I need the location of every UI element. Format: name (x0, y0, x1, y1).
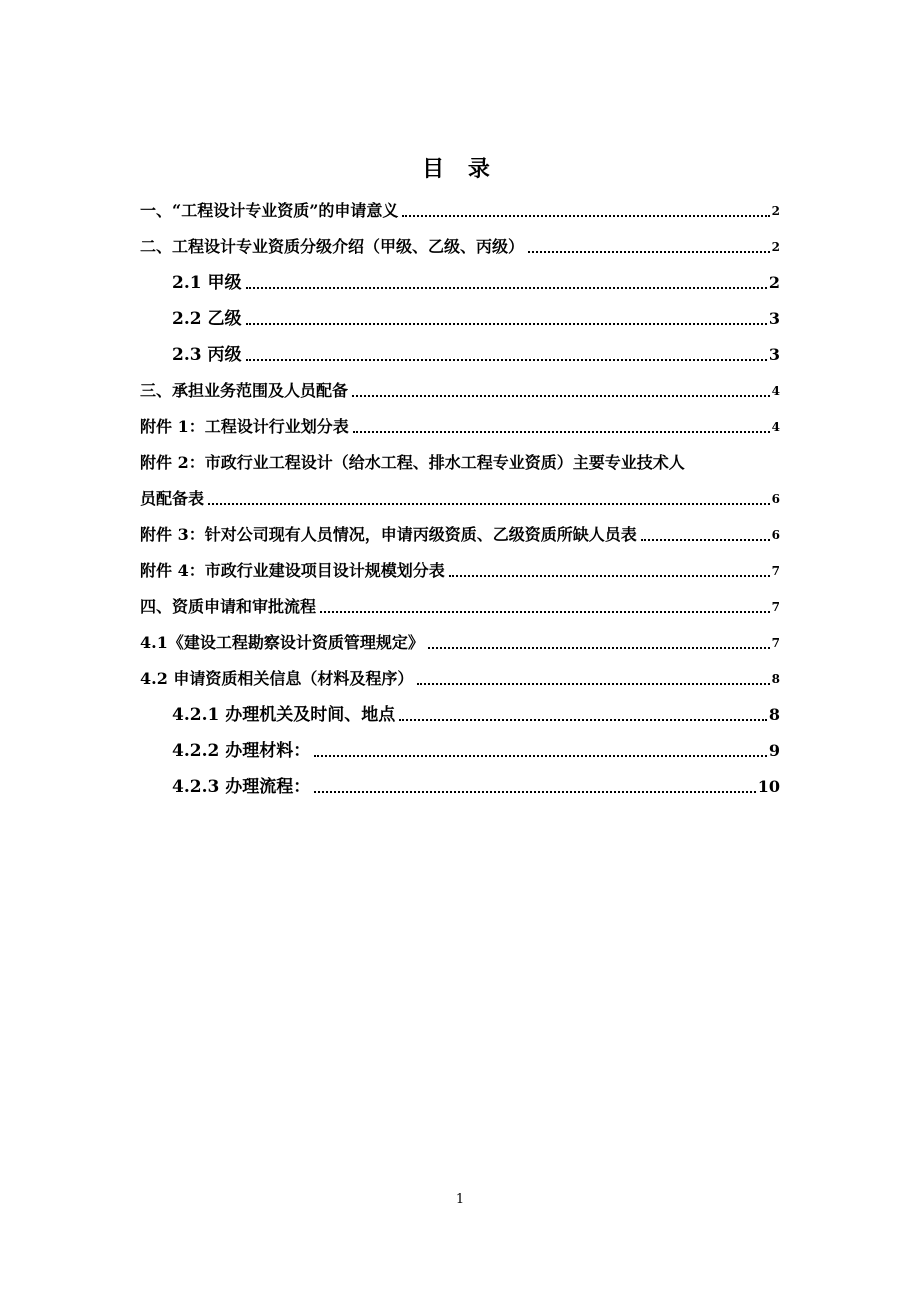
toc-entry-page: 6 (771, 492, 780, 506)
toc-entry-page: 2 (771, 204, 780, 218)
table-of-contents (140, 200, 780, 812)
page-number: 1 (455, 1192, 465, 1207)
toc-entry[interactable] (140, 452, 780, 510)
dot-leader (246, 287, 767, 289)
toc-entry-page: 7 (771, 564, 780, 578)
toc-entry-page: 9 (768, 741, 780, 760)
dot-leader (528, 251, 770, 253)
toc-entry-label: 4.2.1 办理机关及时间、地点 (172, 705, 396, 725)
toc-entry[interactable] (140, 524, 780, 546)
toc-entry-label: 2.3 丙级 (172, 345, 242, 365)
toc-entry-page: 8 (768, 705, 780, 724)
toc-entry-label: 附件 3：针对公司现有人员情况，申请丙级资质、乙级资质所缺人员表 (140, 525, 637, 544)
toc-entry[interactable] (140, 632, 780, 654)
dot-leader (417, 683, 769, 685)
toc-entry-label: 附件 1：工程设计行业划分表 (140, 417, 349, 436)
toc-entry[interactable] (140, 560, 780, 582)
toc-entry-label: 附件 4：市政行业建设项目设计规模划分表 (140, 561, 445, 580)
toc-entry-page: 2 (768, 273, 780, 292)
toc-entry-page: 2 (771, 240, 780, 254)
toc-entry[interactable] (140, 200, 780, 222)
toc-entry-page: 7 (771, 636, 780, 650)
toc-entry[interactable] (140, 308, 780, 330)
toc-entry[interactable] (140, 740, 780, 762)
dot-leader (246, 323, 767, 325)
dot-leader (449, 575, 770, 577)
toc-entry-page: 6 (771, 528, 780, 542)
toc-entry[interactable] (140, 272, 780, 294)
toc-entry-label: 4.2 申请资质相关信息（材料及程序） (140, 669, 414, 688)
dot-leader (314, 791, 755, 793)
toc-entry-label: 一、“工程设计专业资质”的申请意义 (140, 201, 399, 220)
toc-entry-label: 二、工程设计专业资质分级介绍（甲级、乙级、丙级） (140, 237, 525, 256)
dot-leader (428, 647, 770, 649)
toc-entry-label: 4.1《建设工程勘察设计资质管理规定》 (140, 633, 424, 652)
toc-entry-continuation (140, 488, 780, 510)
toc-entry-label: 2.1 甲级 (172, 273, 242, 293)
toc-entry-page: 3 (768, 345, 780, 364)
dot-leader (402, 215, 769, 217)
toc-entry[interactable] (140, 380, 780, 402)
dot-leader (352, 395, 770, 397)
dot-leader (314, 755, 767, 757)
dot-leader (320, 611, 770, 613)
toc-entry[interactable] (140, 416, 780, 438)
dot-leader (641, 539, 770, 541)
toc-title: 目 录 (422, 156, 498, 182)
toc-entry-page: 3 (768, 309, 780, 328)
toc-entry-page: 7 (771, 600, 780, 614)
dot-leader (353, 431, 770, 433)
toc-entry-label: 四、资质申请和审批流程 (140, 597, 317, 616)
toc-entry-label-continued: 员配备表 (140, 489, 205, 508)
toc-entry[interactable] (140, 668, 780, 690)
toc-entry-label: 三、承担业务范围及人员配备 (140, 381, 349, 400)
toc-entry-label: 2.2 乙级 (172, 309, 242, 329)
dot-leader (208, 503, 770, 505)
dot-leader (399, 719, 767, 721)
toc-entry-label: 附件 2：市政行业工程设计（给水工程、排水工程专业资质）主要专业技术人 (140, 453, 685, 472)
toc-entry-page: 8 (771, 672, 780, 686)
toc-entry[interactable] (140, 596, 780, 618)
toc-entry-page: 10 (757, 777, 780, 796)
toc-entry[interactable] (140, 704, 780, 726)
toc-entry-page: 4 (771, 420, 780, 434)
toc-entry-label: 4.2.3 办理流程： (172, 777, 311, 797)
toc-entry-page: 4 (771, 384, 780, 398)
toc-entry[interactable] (140, 344, 780, 366)
toc-entry-label: 4.2.2 办理材料： (172, 741, 311, 761)
toc-entry[interactable] (140, 776, 780, 798)
toc-entry[interactable] (140, 236, 780, 258)
dot-leader (246, 359, 767, 361)
